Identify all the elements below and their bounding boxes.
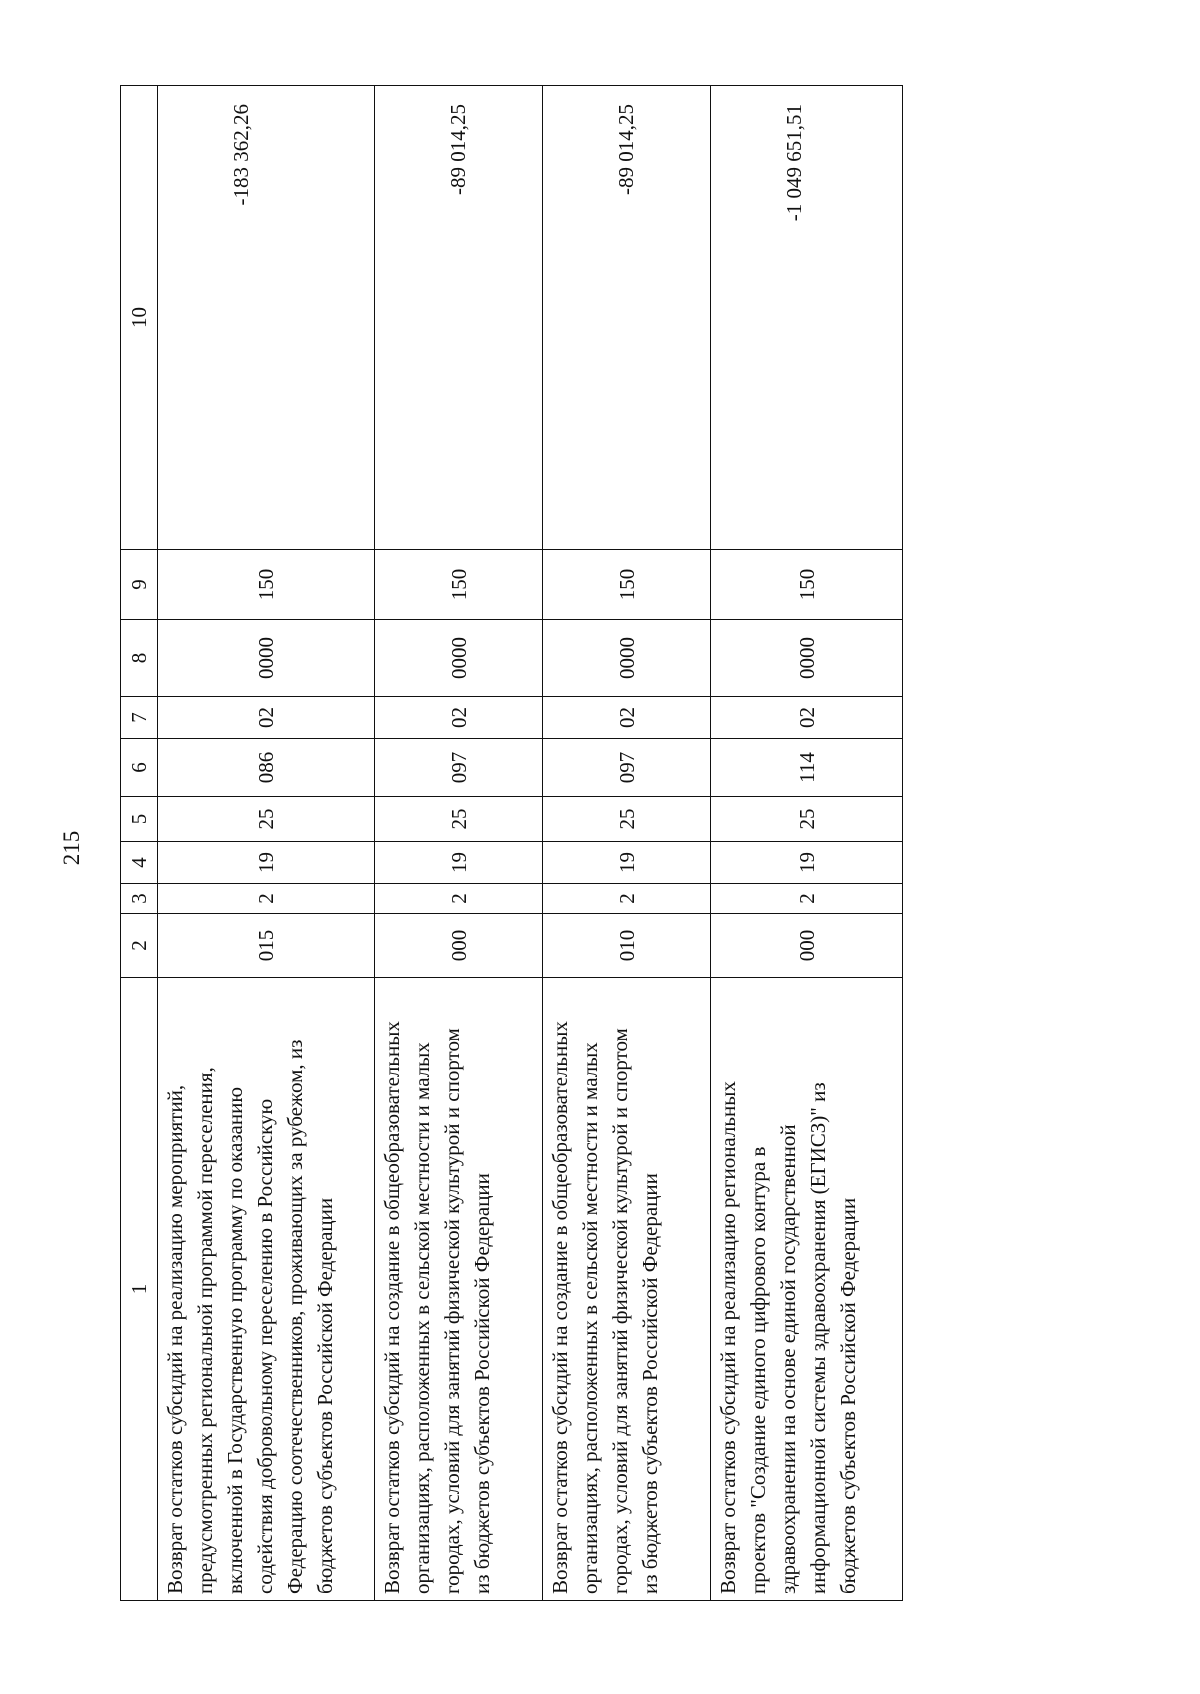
code-admin: 000: [711, 914, 903, 978]
row-description: [543, 978, 711, 1601]
kbk-col-3: [711, 884, 903, 914]
row-description: [375, 978, 543, 1601]
header-cell-5: 5: [121, 797, 158, 842]
code-article: 25: [254, 808, 278, 830]
description-line: содействия добровольному переселению в Российскую: [253, 1098, 277, 1594]
kbk-col-4: [158, 842, 375, 884]
page-number: [52, 828, 92, 868]
code-group: 2: [254, 893, 278, 904]
code-program: 0000: [254, 637, 278, 679]
code-subgroup: 19: [254, 852, 278, 873]
header-cell-8: 8: [121, 620, 158, 697]
code-admin: 010: [543, 914, 711, 978]
page-number-text: 215: [59, 830, 84, 866]
kbk-col-8: [711, 620, 903, 697]
code-program: 0000: [794, 637, 819, 679]
kbk-col-5: [543, 797, 711, 842]
description-line: организациях, расположенных в сельской местности и малых: [410, 1042, 434, 1594]
kbk-col-6: [158, 739, 375, 797]
kbk-col-6: [711, 739, 903, 797]
rotated-table-wrapper: [120, 86, 901, 1601]
description-line: информационной системы здравоохранения (ЕГИСЗ)" из: [806, 1082, 830, 1594]
description-line: проектов "Создание единого цифрового контура в: [746, 1146, 770, 1594]
code-subgroup: 19: [446, 852, 471, 873]
code-article: 25: [794, 808, 819, 830]
header-cell-3: 3: [121, 884, 158, 914]
kbk-col-9: [158, 550, 375, 620]
kbk-col-9: [543, 550, 711, 620]
kbk-col-5: [711, 797, 903, 842]
code-article: 25: [446, 808, 471, 830]
code-subarticle: 097: [614, 751, 639, 784]
code-article: 25: [614, 808, 639, 830]
description-line: включенной в Государственную программу по оказанию: [223, 1086, 247, 1594]
kbk-col-7: [158, 697, 375, 739]
kbk-col-4: [375, 842, 543, 884]
kbk-col-9: [375, 550, 543, 620]
table-row: [158, 86, 375, 1601]
description-line: организациях, расположенных в сельской местности и малых: [578, 1042, 602, 1594]
code-element: 02: [254, 707, 278, 728]
kbk-col-3: [375, 884, 543, 914]
code-subarticle: 086: [254, 751, 278, 784]
code-element: 02: [794, 707, 819, 728]
description-line: Возврат остатков субсидий на создание в общеобразовательных: [548, 1021, 572, 1594]
description-line: предусмотренных региональной программой переселения,: [193, 1067, 217, 1594]
kbk-col-3: [543, 884, 711, 914]
kbk-col-7: [711, 697, 903, 739]
description-line: бюджетов субъектов Российской Федерации: [836, 1197, 860, 1594]
code-program: 0000: [446, 637, 471, 679]
description-line: Возврат остатков субсидий на реализацию мероприятий,: [163, 1084, 187, 1594]
code-group: 2: [794, 893, 819, 904]
description-line: из бюджетов субъектов Российской Федерации: [638, 1173, 662, 1594]
kbk-col-5: [158, 797, 375, 842]
code-element: 02: [446, 707, 471, 728]
row-amount: -183 362,26: [158, 86, 375, 550]
header-cell-2: 2: [121, 914, 158, 978]
row-amount: -89 014,25: [543, 86, 711, 550]
kbk-col-6: [375, 739, 543, 797]
header-cell-10: 10: [121, 86, 158, 550]
description-line: городах, условий для занятий физической культурой и спортом: [608, 1028, 632, 1594]
code-program: 0000: [614, 637, 639, 679]
table-row: [711, 86, 903, 1601]
code-group: 2: [446, 893, 471, 904]
table-row: [375, 86, 543, 1601]
code-subarticle: 114: [794, 752, 819, 783]
kbk-col-4: [711, 842, 903, 884]
row-amount: -1 049 651,51: [711, 86, 903, 550]
header-cell-7: 7: [121, 697, 158, 739]
kbk-col-6: [543, 739, 711, 797]
code-subarticle: 097: [446, 751, 471, 784]
kbk-col-9: [711, 550, 903, 620]
kbk-col-7: [375, 697, 543, 739]
kbk-col-7: [543, 697, 711, 739]
code-element: 02: [614, 707, 639, 728]
row-amount: -89 014,25: [375, 86, 543, 550]
code-admin: 015: [158, 914, 375, 978]
code-economic: 150: [446, 568, 471, 601]
budget-table: [120, 85, 903, 1601]
description-line: Возврат остатков субсидий на реализацию региональных: [716, 1081, 740, 1594]
table-header-row: [121, 86, 158, 1601]
description-line: бюджетов субъектов Российской Федерации: [313, 1197, 337, 1594]
description-line: Возврат остатков субсидий на создание в общеобразовательных: [380, 1021, 404, 1594]
code-subgroup: 19: [614, 852, 639, 873]
kbk-col-8: [375, 620, 543, 697]
description-line: из бюджетов субъектов Российской Федерации: [470, 1173, 494, 1594]
kbk-col-5: [375, 797, 543, 842]
header-cell-6: 6: [121, 739, 158, 797]
code-economic: 150: [794, 568, 819, 601]
header-cell-4: 4: [121, 842, 158, 884]
row-description: [711, 978, 903, 1601]
code-subgroup: 19: [794, 852, 819, 873]
description-line: городах, условий для занятий физической культурой и спортом: [440, 1028, 464, 1594]
kbk-col-8: [543, 620, 711, 697]
kbk-col-3: [158, 884, 375, 914]
code-economic: 150: [254, 568, 278, 601]
description-line: здравоохранении на основе единой государственной: [776, 1124, 800, 1594]
code-economic: 150: [614, 568, 639, 601]
code-admin: 000: [375, 914, 543, 978]
header-cell-1: 1: [121, 978, 158, 1601]
kbk-col-8: [158, 620, 375, 697]
code-group: 2: [614, 893, 639, 904]
description-line: Федерацию соотечественников, проживающих за рубежом, из: [283, 1039, 307, 1594]
header-cell-9: 9: [121, 550, 158, 620]
kbk-col-4: [543, 842, 711, 884]
row-description: [158, 978, 375, 1601]
table-row: [543, 86, 711, 1601]
